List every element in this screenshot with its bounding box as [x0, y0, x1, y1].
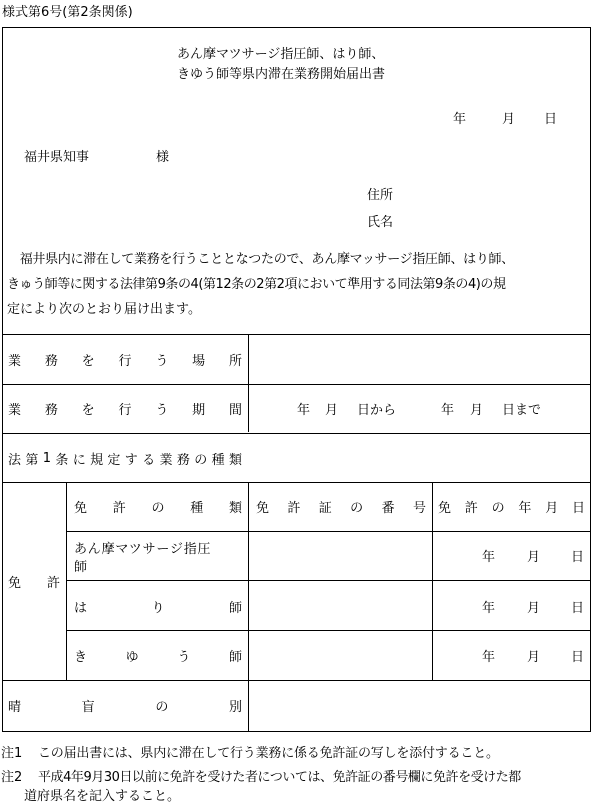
license-day: 日 — [571, 601, 585, 616]
date-day: 日 — [544, 112, 558, 127]
form-title-line1: あん摩マツサージ指圧師、はり師、 — [177, 47, 385, 62]
license-year: 年 — [482, 601, 496, 616]
column-divider — [248, 482, 249, 680]
period-end-day: 日まで — [502, 403, 542, 418]
body-text-line3: 定により次のとおり届け出ます。 — [7, 302, 201, 317]
column-divider — [432, 482, 433, 680]
period-start-day: 日から — [357, 403, 397, 418]
place-label: 業 務 を 行 う 場 所 — [8, 354, 242, 369]
row-divider — [66, 531, 591, 532]
period-start-month: 月 — [325, 403, 339, 418]
license-kind-massage-cont: 師 — [74, 560, 88, 575]
date-year: 年 — [453, 112, 467, 127]
license-kind-header: 免 許 の 種 類 — [74, 501, 242, 516]
row-divider — [2, 482, 591, 483]
license-kind-moxibustion: き ゆ う 師 — [74, 650, 242, 665]
body-text-line1: 福井県内に滞在して業務を行うこととなつたので、あん摩マッサージ指圧師、はり師、 — [7, 252, 514, 267]
note-2-text-cont: 道府県名を記入すること。 — [24, 789, 181, 804]
license-kind-acupuncture: は り 師 — [74, 601, 242, 616]
row-divider — [66, 580, 591, 581]
period-start-year: 年 — [297, 403, 311, 418]
business-type-label: 法 第 1 条 に 規 定 す る 業 務 の 種 類 — [8, 451, 242, 468]
blindness-field[interactable] — [249, 681, 590, 731]
business-type-field[interactable] — [249, 434, 590, 481]
license-date-header: 免 許 の 年 月 日 — [438, 501, 585, 516]
note-2-text: 平成4年9月30日以前に免許を受けた者については、免許証の番号欄に免許を受けた都 — [38, 770, 521, 785]
place-value-field[interactable] — [249, 335, 590, 383]
note-2-label: 注2 — [1, 770, 23, 785]
license-day: 日 — [571, 650, 585, 665]
license-month: 月 — [527, 650, 541, 665]
license-month: 月 — [527, 550, 541, 565]
addressee-honorific: 様 — [156, 150, 170, 165]
blindness-label: 晴 盲 の 別 — [8, 700, 242, 715]
period-end-month: 月 — [470, 403, 484, 418]
license-day: 日 — [571, 550, 585, 565]
note-1-text: この届出書には、県内に滞在して行う業務に係る免許証の写しを添付すること。 — [38, 746, 499, 761]
note-1-label: 注1 — [1, 746, 23, 761]
license-label: 免 許 — [8, 576, 60, 591]
form-title-line2: きゆう師等県内滞在業務開始届出書 — [177, 67, 386, 82]
period-label: 業 務 を 行 う 期 間 — [8, 403, 242, 418]
address-label: 住所 — [367, 188, 394, 203]
license-month: 月 — [527, 601, 541, 616]
license-number-header: 免 許 証 の 番 号 — [256, 501, 426, 516]
addressee-name: 福井県知事 — [24, 150, 90, 165]
column-divider — [66, 482, 67, 680]
license-kind-massage: あん摩マツサージ指圧 — [74, 542, 212, 557]
date-month: 月 — [502, 112, 516, 127]
license-year: 年 — [482, 650, 496, 665]
name-label: 氏名 — [367, 215, 394, 230]
row-divider — [66, 630, 591, 631]
body-text-line2: きゅう師等に関する法律第9条の4(第12条の2第2項において準用する同法第9条の4)の規 — [7, 277, 506, 292]
form-number-label: 様式第6号(第2条関係) — [2, 5, 133, 20]
license-year: 年 — [482, 550, 496, 565]
period-end-year: 年 — [441, 403, 455, 418]
row-divider — [2, 384, 591, 385]
